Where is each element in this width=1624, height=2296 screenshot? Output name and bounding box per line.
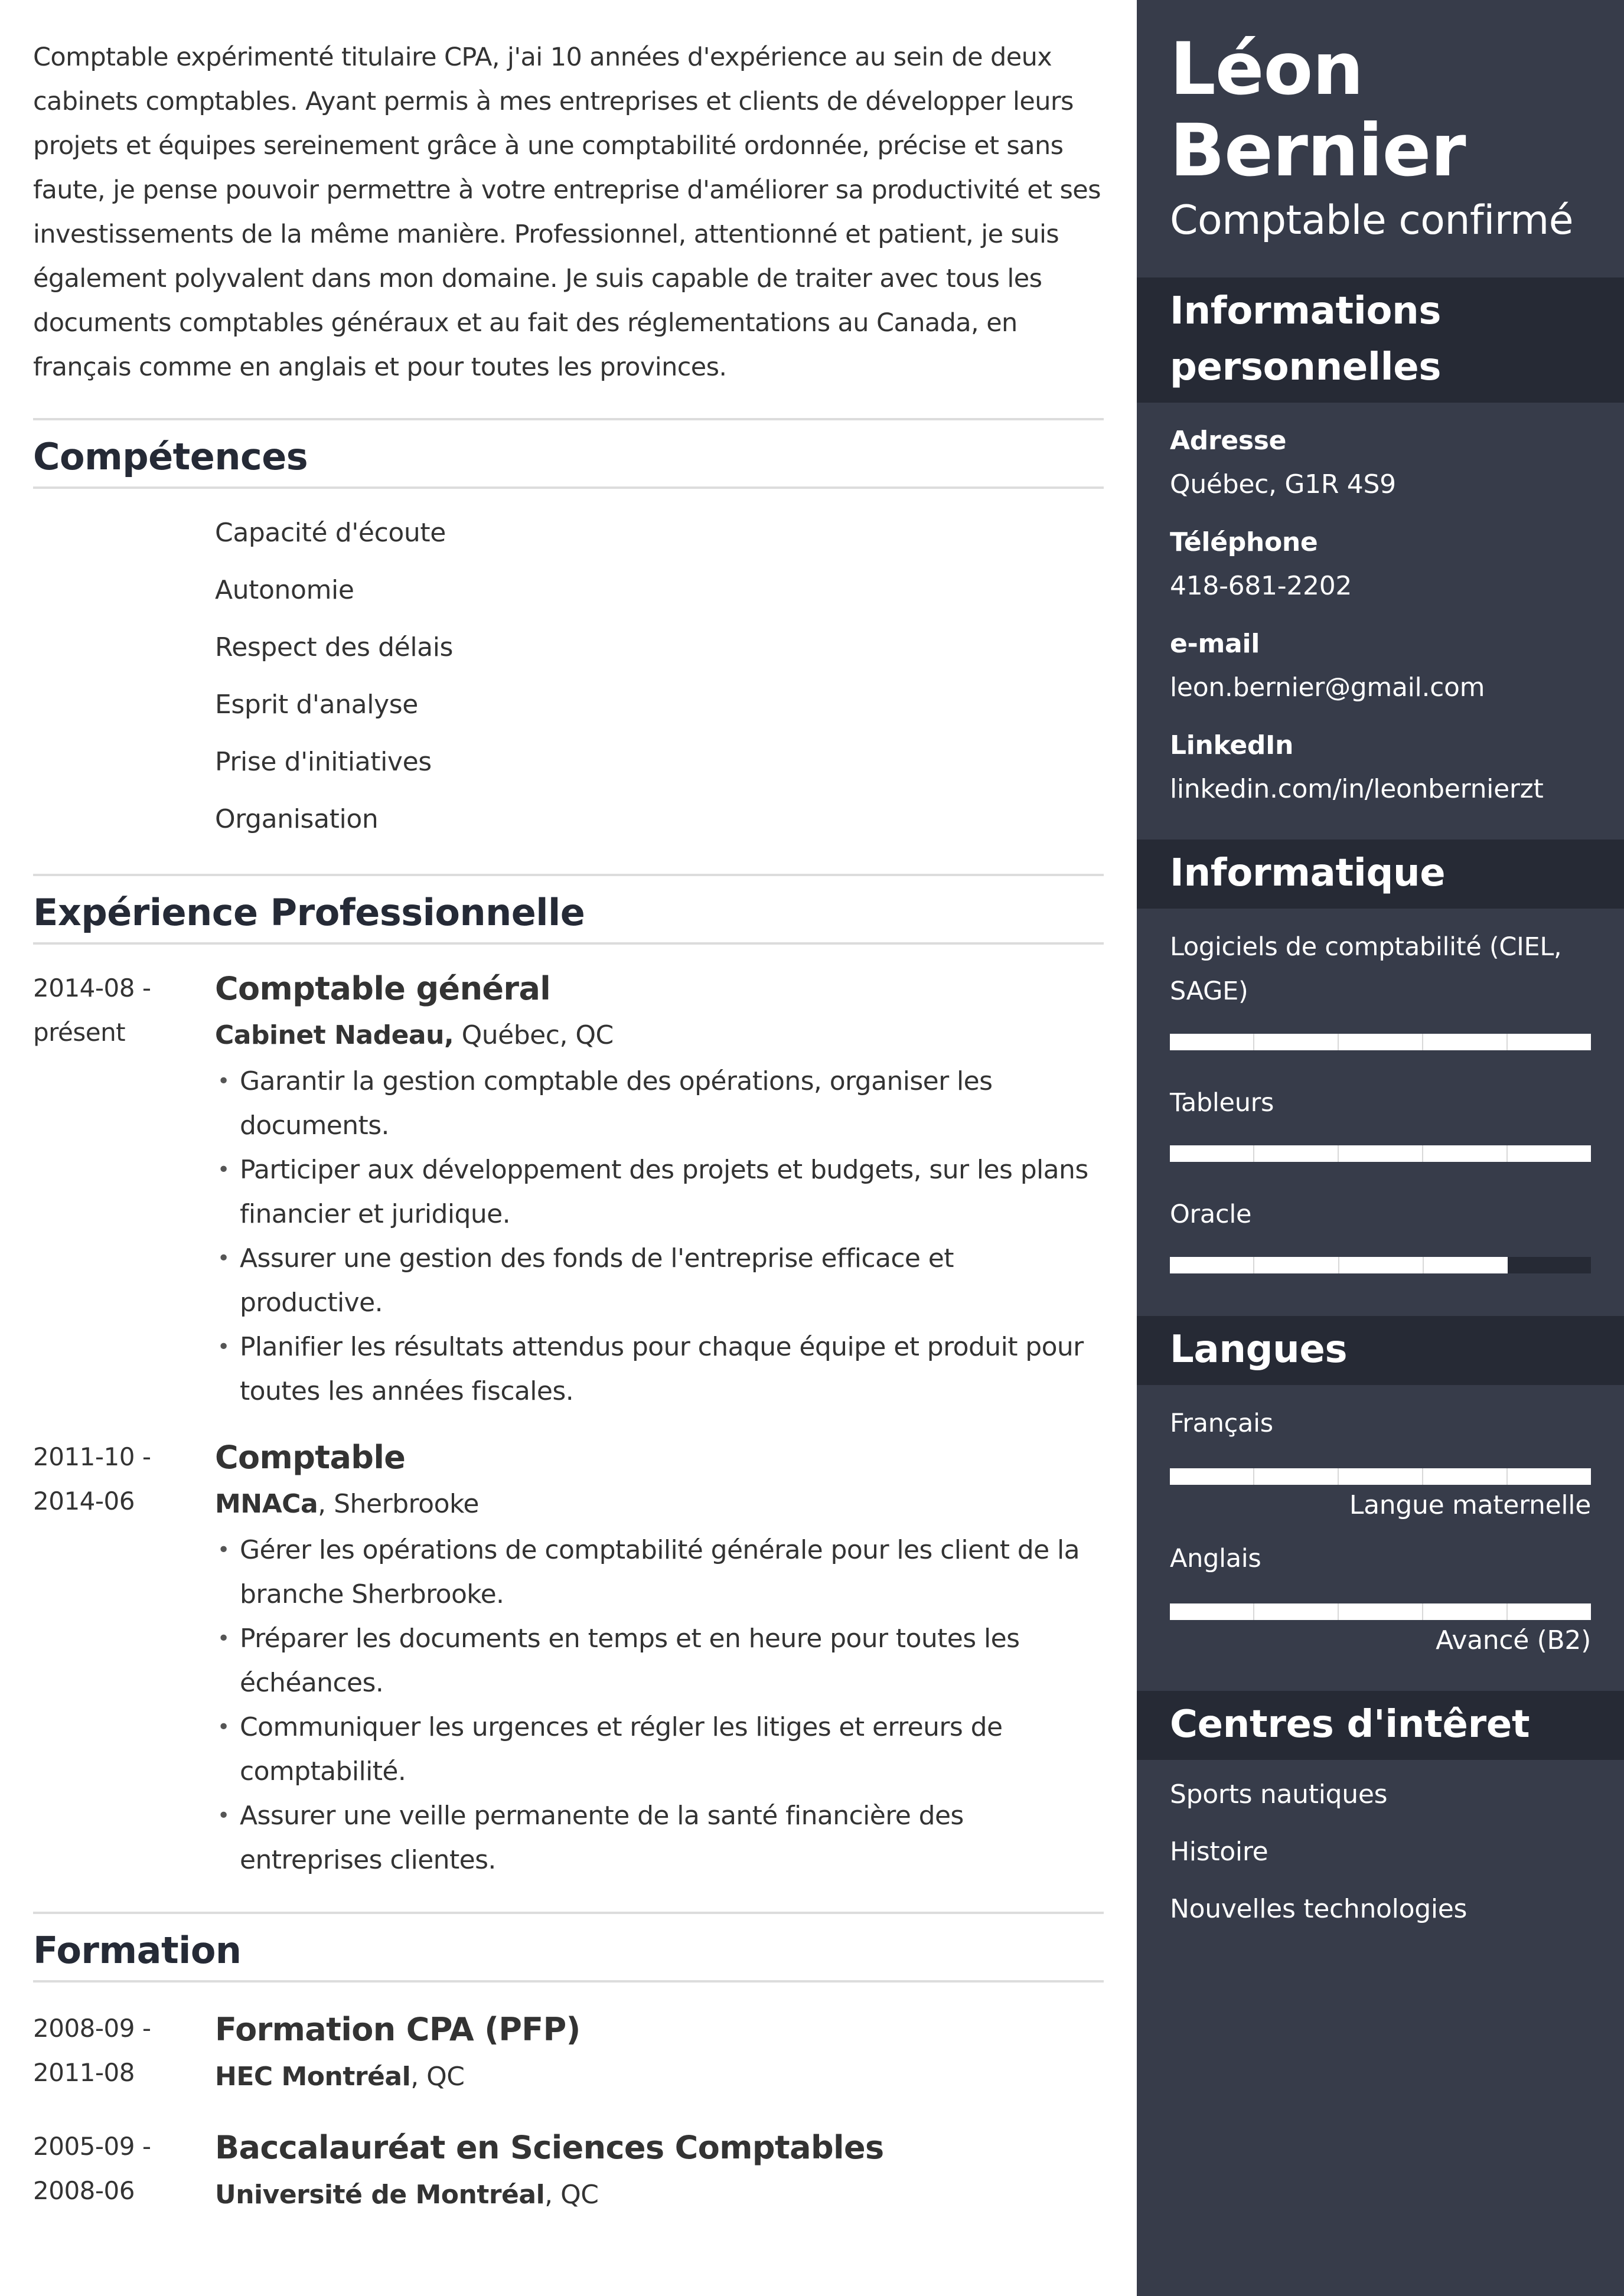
language-name: Français [1170, 1409, 1273, 1438]
level-segment [1423, 1603, 1508, 1620]
candidate-job-title: Comptable confirmé [1170, 197, 1574, 244]
level-segment [1254, 1145, 1339, 1162]
date-start: 2014-08 - [33, 974, 151, 1002]
level-segment [1339, 1145, 1423, 1162]
level-segment-empty [1508, 1257, 1591, 1273]
responsibilities-list [215, 1059, 1104, 1413]
degree-title: Baccalauréat en Sciences Comptables [215, 2129, 884, 2166]
skill-level-bar [1170, 1145, 1591, 1162]
address-value: Québec, G1R 4S9 [1170, 469, 1396, 499]
skill-level-bar [1170, 1034, 1591, 1050]
responsibility-item: • Participer aux développement des projets et budgets, sur les plans financier et juridique. [215, 1148, 1104, 1236]
experience-entry [33, 966, 1104, 1413]
interest-item: Nouvelles technologies [1170, 1894, 1468, 1924]
responsibility-item: • Assurer une veille permanente de la santé financière des entreprises clientes. [215, 1794, 1104, 1882]
degree-title: Formation CPA (PFP) [215, 2011, 581, 2048]
date-start: 2011-10 - [33, 1442, 151, 1471]
level-segment [1254, 1468, 1339, 1485]
skill-item: Autonomie [215, 575, 354, 605]
level-segment [1339, 1603, 1423, 1620]
date-end: 2011-08 [33, 2058, 135, 2087]
profile-summary: Comptable expérimenté titulaire CPA, j'ai 10 années d'expérience au sein de deux cabinets comptables. Ayant permis à mes entreprises et clients de développer leurs projets et équipes sereinement grâce à une comptabilité ordonnée, précise et sans faute, je pense pouvoir permettre à votre entreprise d'améliorer sa productivité et ses investissements de la même manière. Professionnel, attentionné et patient, je suis également polyvalent dans mon domaine. Je suis capable de traiter avec tous les documents comptables généraux et au fait des réglementations au Canada, en français comme en anglais et pour toutes les provinces. [33, 43, 1101, 382]
entry-body [215, 966, 1104, 1413]
linkedin-label: LinkedIn [1170, 730, 1294, 760]
date-end: présent [33, 1018, 126, 1047]
computing-skill-name: Tableurs [1170, 1088, 1274, 1118]
experience-entry [33, 1435, 1104, 1882]
education-entry [33, 2006, 1104, 2101]
level-segment [1170, 1603, 1254, 1620]
entry-date [33, 966, 215, 1413]
skill-item: Organisation [215, 804, 379, 834]
section-title-skills: Compétences [33, 420, 1104, 489]
section-title-experience: Expérience Professionnelle [33, 876, 1104, 945]
level-segment [1254, 1257, 1339, 1273]
section-title-interests: Centres d'intêret [1137, 1691, 1624, 1760]
entry-date [33, 1435, 215, 1882]
level-segment [1254, 1603, 1339, 1620]
language-name: Anglais [1170, 1544, 1261, 1573]
language-level-bar [1170, 1603, 1591, 1620]
language-level-label: Langue maternelle [1349, 1490, 1591, 1520]
skills-section [33, 418, 1104, 874]
institution-name: HEC Montréal [215, 2062, 411, 2092]
interest-item: Histoire [1170, 1837, 1268, 1867]
responsibility-item: • Garantir la gestion comptable des opérations, organiser les documents. [215, 1059, 1104, 1148]
first-name: Léon [1170, 27, 1364, 111]
computing-skill-name: Oracle [1170, 1200, 1252, 1229]
skill-item: Prise d'initiatives [215, 747, 432, 777]
skill-level-bar [1170, 1257, 1591, 1273]
level-segment [1170, 1257, 1254, 1273]
entry-body [215, 2124, 1104, 2219]
employer-name: Cabinet Nadeau, [215, 1020, 454, 1050]
address-label: Adresse [1170, 426, 1287, 456]
date-start: 2005-09 - [33, 2132, 151, 2161]
level-segment [1254, 1034, 1339, 1050]
entry-date [33, 2124, 215, 2219]
level-segment [1423, 1145, 1508, 1162]
responsibility-item: • Gérer les opérations de comptabilité générale pour les client de la branche Sherbrooke. [215, 1528, 1104, 1616]
computing-skill-name: Logiciels de comptabilité (CIEL, SAGE) [1170, 932, 1562, 1006]
skill-item: Esprit d'analyse [215, 690, 418, 720]
responsibility-item: • Planifier les résultats attendus pour chaque équipe et produit pour toutes les années fiscales. [215, 1325, 1104, 1413]
responsibilities-list [215, 1528, 1104, 1882]
section-title-personal-info: Informations personnelles [1137, 277, 1624, 403]
section-title-languages: Langues [1137, 1316, 1624, 1385]
level-segment [1508, 1145, 1591, 1162]
education-entry [33, 2124, 1104, 2219]
level-segment [1339, 1034, 1423, 1050]
skills-list [33, 489, 1104, 874]
language-level-label: Avancé (B2) [1436, 1625, 1591, 1655]
skill-item: Capacité d'écoute [215, 518, 446, 548]
job-title: Comptable général [215, 970, 551, 1007]
interests [1137, 1760, 1624, 1966]
section-title-computing: Informatique [1137, 840, 1624, 909]
languages [1137, 1385, 1624, 1691]
skill-item: Respect des délais [215, 632, 454, 662]
sidebar [1137, 0, 1624, 2296]
email-value[interactable]: leon.bernier@gmail.com [1170, 672, 1485, 703]
email-label: e-mail [1170, 629, 1260, 659]
employer-location: , Sherbrooke [318, 1489, 479, 1519]
entry-body [215, 2006, 1104, 2101]
linkedin-value[interactable]: linkedin.com/in/leonbernierzt [1170, 774, 1544, 804]
entry-body [215, 1435, 1104, 1882]
personal-info [1137, 403, 1624, 840]
level-segment [1170, 1145, 1254, 1162]
level-segment [1339, 1257, 1424, 1273]
interest-item: Sports nautiques [1170, 1779, 1388, 1810]
level-segment [1170, 1468, 1254, 1485]
level-segment [1339, 1468, 1423, 1485]
level-segment [1423, 1034, 1508, 1050]
candidate-name [1137, 0, 1624, 191]
education-section [33, 1912, 1104, 2219]
phone-label: Téléphone [1170, 527, 1318, 557]
section-title-education: Formation [33, 1914, 1104, 1983]
level-segment [1424, 1257, 1507, 1273]
responsibility-item: • Préparer les documents en temps et en heure pour toutes les échéances. [215, 1616, 1104, 1705]
responsibility-item: • Assurer une gestion des fonds de l'entreprise efficace et productive. [215, 1236, 1104, 1325]
level-segment [1508, 1034, 1591, 1050]
employer [215, 1481, 1104, 1528]
employer [215, 1012, 1104, 1059]
level-segment [1508, 1603, 1591, 1620]
employer-name: MNACa [215, 1489, 318, 1519]
experience-section [33, 874, 1104, 1912]
phone-value: 418-681-2202 [1170, 571, 1352, 601]
last-name: Bernier [1170, 109, 1466, 192]
language-level-bar [1170, 1468, 1591, 1485]
institution-name: Université de Montréal [215, 2180, 545, 2210]
job-title: Comptable [215, 1439, 406, 1476]
date-start: 2008-09 - [33, 2014, 151, 2043]
level-segment [1170, 1034, 1254, 1050]
responsibility-item: • Communiquer les urgences et régler les litiges et erreurs de comptabilité. [215, 1705, 1104, 1794]
date-end: 2014-06 [33, 1487, 135, 1516]
date-end: 2008-06 [33, 2176, 135, 2205]
institution-location: , QC [544, 2180, 599, 2210]
institution [215, 2053, 1104, 2101]
institution-location: , QC [410, 2062, 465, 2092]
level-segment [1423, 1468, 1508, 1485]
level-segment [1508, 1468, 1591, 1485]
entry-date [33, 2006, 215, 2101]
employer-location: Québec, QC [454, 1020, 614, 1050]
institution [215, 2171, 1104, 2219]
computing-skills [1137, 909, 1624, 1316]
